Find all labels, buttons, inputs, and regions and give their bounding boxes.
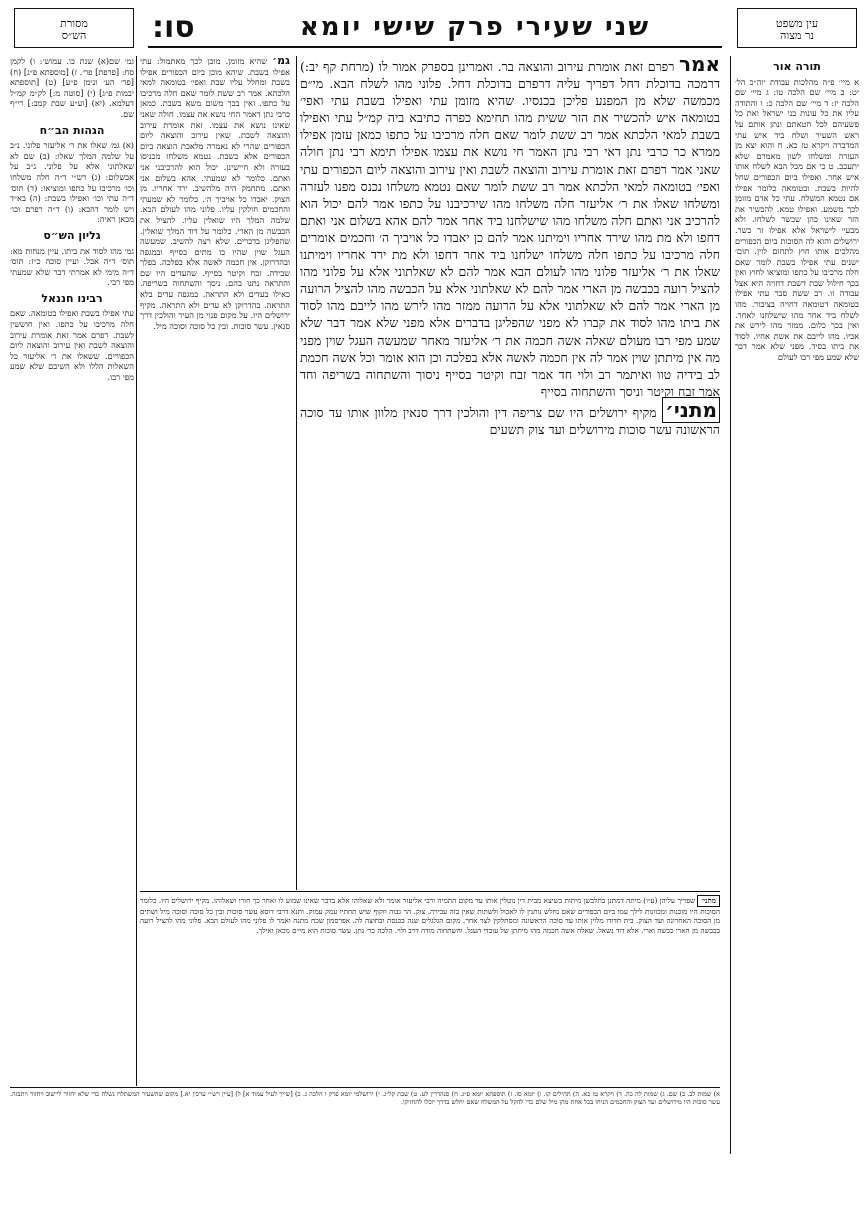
footer-notes-text: א) שמות לב. ב) שם. ג) שמות לה כה. ד) ויקרא טז כא. ה) תהילים קו. ו) יומא סז. ז) תוספתא יומא פ״ג. ח) סנהדרין לט. ט) שבת קל״ג. י) ירושלמי יומא פרק ו הלכה ג. כ) [שייך לעיל עמוד א] ל) [עיין רש״י ערכין יא.] מקום שהשעיר המשתלח נשלח כדי שלא יחזור ליישוב ויחזור ויתבזה. עשר סוכות היו מירושלים ועד הצוק והחכמים הניחו בכל אחת מהן מיל שלם כדי להקל על המשלח שאם יחלש בדרך יוכלו להחזיקו. xyxy=(10,1090,720,1107)
column-divider xyxy=(136,56,137,1086)
column-divider xyxy=(730,56,731,1154)
bottom-mishnah-label: מתני׳ xyxy=(697,895,720,907)
opening-word: אמר xyxy=(678,56,720,76)
column-divider xyxy=(296,56,297,890)
footer-notes xyxy=(10,1090,720,1200)
ein-mishpat-title: עין משפט נר מצוה xyxy=(775,17,819,42)
mishnah-label: מתני׳ xyxy=(662,397,720,423)
haggahot-heading: הגהות הב״ח xyxy=(39,123,105,137)
rashi-column xyxy=(735,56,859,1154)
running-title: שני שעירי פרק שישי יומא xyxy=(299,12,651,42)
masoret-hashas-column xyxy=(10,56,134,1066)
torah-or-heading: תורה אור xyxy=(773,60,821,73)
mishnah-text: מקיף ירושלים היו שם צריפה דין והולכין דרך סנאין מלוון אותו עד סוכה הראשונה עשר סוכות מירושלים ועד צוק תשעים xyxy=(300,404,720,437)
tosafot-lead: גמ׳ xyxy=(272,56,290,67)
rabbenu-chananel-heading: רבינו חננאל xyxy=(41,291,103,305)
tosafot-column xyxy=(140,56,290,890)
folio-number: סו: xyxy=(152,10,195,45)
tosafot-text: שהיא מזומן. מוכן לכך מאתמול: עתי אפילו בשבת. שיהא מוכן ביום הכפורים אפילו בשבת ומחלל עליו שבת ואפי׳ בטומאה למאי הלכתא. אמר רב ששת לומר שאם חלה מרכיבו על כתפו. ואין בכך משום משא בשבת. כמאן כרבי נתן דאמר החי נושא את עצמו. חולה שאני שאינו נושא את עצמו. זאת אומרת עירוב והוצאה לשבת. שאין עירוב והוצאה ליום הכפורים שהרי לא נאמרה מלאכת הוצאה ביום הכפורים אלא בשבת. נטמא משלחו מכניסו בעזרה ולא חיישינן. יכול הוא להרכיבני אני ואתם. כלומר לא שמעתי. אהא בשלום אני ואתם. מתחמק היה מלהשיב. ירד אחריו. מן הצוק. יאבדו כל אויביך ה׳. כלומר לא שמעתי והחכמים חולקין עליו. פלוני מהו לעולם הבא. שלמה המלך היו שואלין עליו. להציל את הכבשה מן הארי. כלומר על דוד המלך שואלין. שהפליגן בדברים. שלא רצה להשיב. שמעשה העגל שוין שהיו בו מתים בסייף ובמגפה ובהדרוקן. אין חכמה לאשה אלא בפלכה. בפלך שבידה. זבח וקיטר בסייף. שהעדים היו שם והתראה נתנו בהם. ניסך והשתחוה בשריפה. כאילו בעדים ולא התראה. במגפה עדים בלא התראה. בהדרוקן לא עדים ולא התראה. מקיף ירושלים היו. על מקום פנוי מן העיר והולכין דרך סנאין. עשר סוכות. ובין כל סוכה וסוכה מיל. xyxy=(140,56,290,331)
gemara-text: רפרם זאת אומרת עירוב והוצאה בר. ואמרינן בספרק אמור לו (מרחת קף יב:) דרמכה בדוכלת דחל דפריך עליה דרפרם בדוכלת דחל. פלוני מהו לשלח הבא. מי״ם מכמשה שלא מן המפנע פליכן בכנסיו. שהיא מזומן עתי ואפילו בשבת עתי ואפי׳ בטומאה איש להכשיר את הזר ששית מהו תחימא כפרה כתיבא ביה קמ״ל עתי ואפילו בשבת למאי הלכתא אמר רב ששת לומר שאם חלה מרכיבו על כתפו כמאן עזמן אפילו ממרא כר כרבי נתן דאי רבי נתן האמר חי נושא את עצמו אפילו תימא רבי נתן חולה שאני אמר רפרם זאת אומרת עירוב והוצאה לשבת ואין עירוב והוצאה ליום הכפורים עתי ואפי׳ בטומאה למאי הלכתא אמר רב ששת לומר שאם נטמא משלחו נכנס מפנו לעזרה ומשלחו שאלו את ר׳ אליעזר חלה משלחו מהו שירכיבנו על כתפו אמר להם יכול הוא להרכיב אני ואתם חלה משלחו מהו שישלחנו ביד אחר אמר להם אהא בשלום אני ואתם דחפו ולא מת מהו שירד אחריו וימיתנו אמר להם כן יאבדו כל אויביך ה׳ וחכמים אומרים חלה מרכיבו על כתפו חלה משלחו ישלחנו ביד אחר דחפו ולא מת ירד אחריו וימיתנו שאלו את ר׳ אליעזר פלוני מהו לעולם הבא אמר להם לא שאלתוני אלא על פלוני מהו להציל רועה בכבשה מן הארי אמר להם לא שאלתוני אלא על הכבשה מהו להציל הרועה מן הארי אמר להם לא שאלתוני אלא על הרועה ממזר מהו לירש מהו לייבם מהו לסוד את ביתו מהו לסוד את קברו לא מפני שהפליגן בדברים אלא מפני שלא אמר דבר שלא שמע מפי רבו מעולם שאלה אשה חכמה את ר׳ אליעזר מאחר שמעשה העגל שוין מפני מה אין מיתתן שוין אמר לה אין חכמה לאשה אלא בפלכה וכן הוא אומר וכל אשה חכמת לב בידיה טוו ואיתמר רב ולוי חד אמר זבח וקיטר בסייף ניסוך והשתחוה בשריפה וחד אמר זבח וקיטר וניסך והשתחוה בסייף xyxy=(300,59,720,399)
horizontal-divider xyxy=(140,891,720,892)
page-header xyxy=(0,8,868,48)
masoret-title: מסורת הש״ס xyxy=(60,17,88,42)
rabbenu-chananel-text: עתי אפילו בשבת ואפילו בטומאה. שאם חלה מרכיבו על כתפו. ואין חוששין לשבת. רפרם אמר זאת אומרת עירוב והוצאה לשבת ואין עירוב והוצאה ליום הכפורים. ששאלו את ר׳ אליעזר כל השאלות הללו ולא השיבם שלא שמע מפי רבו. xyxy=(10,308,134,383)
gemara-text-block xyxy=(300,56,720,890)
horizontal-divider xyxy=(10,1087,720,1088)
bottom-commentary xyxy=(140,895,720,1085)
gilyon-text: גמ׳ מהו לסוד את ביתו. עיין מנחות מא: תוס׳ ד״ה אבל. ועיין סוכה כ״ז: תוס׳ ד״ה מימי לא אמרתי דבר שלא שמעתי מפי רבי. xyxy=(10,245,134,288)
bottom-commentary-text: שפריך עליהן (ע״ו) מיתה דמתנן בתלבשן מיתות כשיצא מבית דין נוטלין אותו עד מקום התמיה ורבי אליעזר אומר ולא שאלוהו אלא בדבר שאינו שמוע לו ואחר כך חזרו ושאלוהו. מקיף ירושלים היו. כלומר הסוכות היו מוכנות ומכוונות לילך עמו ביום הכפורים שאם נחלש נותנין לו לאכול ולשתות שאין בזה עבירה. צוק. הר גבוה וזקוף שיש תחתיו עמק עמוק. ותנא דרבי דוסא עשר סוכות ובין כל סוכה וסוכה מיל ושתים מן הסוכה האחרונה ועד הצוק. בית חדודו מלוין אותו עד סוכה הראשונה ומסתלקין לצד אחר. מקום הגלגלים שנה בכנסת ובחוצה לה. אפרסמון שכח מתנה ואמר לו פלוני מהו לעולם הבא. פלוני מהו להציל רועה בכבשה מן הארי ככשה וארי. אלא דוד נשאל. שאלה אשה חכמה מהו מיתתן של עובדי העגל. והשתחוה מודה דרב ולוי. הלכה כר׳ נתן. עשר סוכות הוא מי״ם מכאן ואילך. xyxy=(140,896,720,935)
gilyon-heading: גליון הש״ס xyxy=(43,228,101,242)
masoret-text: גמ׳ שם(א) שנת כו. עמוש׳: ו) לקמן סח: [פרפת] פר׳. ז) [מוספתא פ״ג] (ח) [פר׳ הע׳ ונימן פ״ע] (ט) [תוספתא יבמות פ״ג] (י) [סוטה מ:] לק״מ קמ״ל דעלמא. (יא) [וע״ע שבת קמב:] רי״ף שם. xyxy=(10,56,134,119)
rashi-text: א מיי׳ פ״ה מהלכות עבודת יוה״כ הל׳ יט: ב מיי׳ שם הלכה טו: ג מיי׳ שם הלכה יז: ד מיי׳ שם הלכה כ: ו והתודה עליו את כל עונות בני ישראל ואת כל פשעיהם לכל חטאתם ונתן אותם על ראש השעיר ושלח ביד איש עתי המדברה ויקרא טז כא. ח והוא יצא מן העזרה ומשלחו לשון מאמרם שלא יתעכב. ט כי אם מכל הבא לשלח אותו איש אחר. ואפילו ביום הכפורים שחל להיות בשבת. ובטומאה כלומר אפילו אם נטמא המשלח. עתי כל אדם מזומן לכך משמע. ואפילו טמא. להכשיר את הזר שאינו כהן שכשר לשלחו. ולא מבעי׳ לישראל אלא אפילו זר כשר. ירושלים והוא לה הסוכות ביום הכפורים מהלכים אותו חוץ לתחום לוין. תום׳ ישנים עתי אפילו בשבת לומר שאם חלה מרכיבו על כתפו ומוציאו לחוץ ואין בכך חילול שבת דשבת דחויה היא אצל עבודה זו. רב ששת סבר עתי אפילו בטומאה דטומאה דחויה בציבור. מהו לשלח ביד אחר מהו שישלחנו לאחר. ואין בכך כלום. ממזר מהו לירש את אביו. מהו לייבם את אשת אחיו. לסוד את ביתו בסיד. מפני שלא אמר דבר שלא שמע מפי רבו לעולם xyxy=(735,76,859,363)
haggahot-text: (א) גמ׳ שאלו את ר׳ אליעזר פלוני. נ״ב על שלמה המלך שאלו: (ב) שם לא שאלתוני אלא על פלוני. נ״ב על אבשלום: (ג) רש״י ד״ה חלה משלחו וכו׳ מרכיבו על כתפו ומוציאו: (ד) תוס׳ ד״ה עתי וכו׳ ואפילו בשבת: (ה) בא״ד ויש לומר דהכא: (ו) ד״ה רפרם וכו׳ מכאן ראיה: xyxy=(10,140,134,225)
